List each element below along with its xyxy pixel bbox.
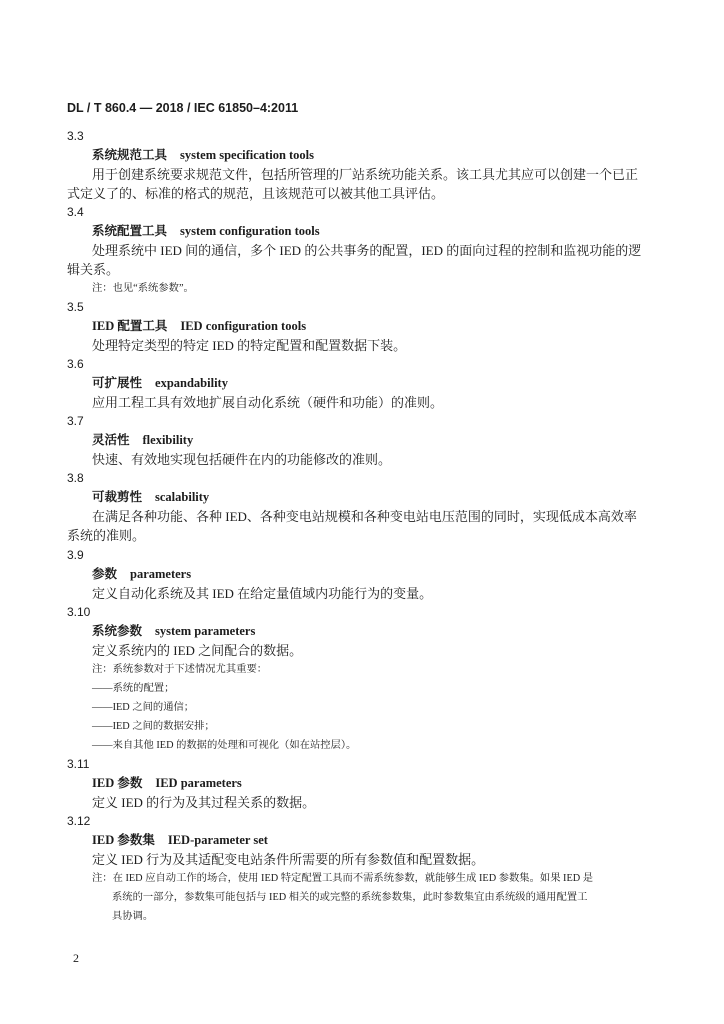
term-english: system parameters xyxy=(155,623,256,638)
term-english: expandability xyxy=(155,376,228,391)
definition-line: 定义 IED 行为及其适配变电站条件所需要的所有参数值和配置数据。 xyxy=(92,852,485,868)
term-heading xyxy=(0,146,724,165)
term-english: flexibility xyxy=(142,433,194,448)
term-heading xyxy=(0,374,724,393)
term-entry xyxy=(0,355,724,412)
clause-number: 3.8 xyxy=(67,471,84,486)
term-english: IED-parameter set xyxy=(167,833,268,848)
term-heading xyxy=(0,565,724,584)
term-heading xyxy=(0,488,724,507)
standard-code-header: DL / T 860.4 — 2018 / IEC 61850–4:2011 xyxy=(67,101,299,115)
term-chinese: IED 参数 xyxy=(92,776,143,791)
definition-line: 用于创建系统要求规范文件，包括所管理的厂站系统功能关系。该工具尤其应可以创建一个已正 xyxy=(92,166,639,182)
term-heading xyxy=(0,222,724,241)
page-number: 2 xyxy=(73,951,79,965)
term-chinese: IED 参数集 xyxy=(92,833,155,848)
term-chinese: 灵活性 xyxy=(92,433,130,448)
terms-section xyxy=(0,127,724,927)
term-entry xyxy=(0,755,724,812)
term-entry xyxy=(0,603,724,755)
clause-number: 3.6 xyxy=(67,357,84,372)
term-chinese: 参数 xyxy=(92,566,118,581)
term-heading xyxy=(0,831,724,850)
definition-line: 辑关系。 xyxy=(67,261,120,277)
note-line: 注：系统参数对于下述情况尤其重要： xyxy=(92,663,268,675)
term-entry xyxy=(0,298,724,355)
term-english: parameters xyxy=(130,566,192,581)
clause-number: 3.3 xyxy=(67,128,84,143)
term-heading xyxy=(0,774,724,793)
note-line: 具协调。 xyxy=(112,911,154,923)
definition-line: 在满足各种功能、各种 IED、各种变电站规模和各种变电站电压范围的同时，实现低成本高效率 xyxy=(92,509,637,525)
term-chinese: 系统配置工具 xyxy=(92,223,168,238)
clause-number: 3.10 xyxy=(67,604,91,619)
term-english: system configuration tools xyxy=(180,223,320,238)
term-entry xyxy=(0,412,724,469)
term-heading xyxy=(0,431,724,450)
term-english: scalability xyxy=(155,490,210,505)
term-chinese: 系统参数 xyxy=(92,623,143,638)
term-chinese: 系统规范工具 xyxy=(92,147,168,162)
term-chinese: IED 配置工具 xyxy=(92,318,168,333)
term-english: IED parameters xyxy=(155,776,242,791)
note-list-item: ——IED 之间的通信； xyxy=(92,701,195,713)
clause-number: 3.4 xyxy=(67,204,84,219)
note-list-item: ——系统的配置； xyxy=(92,682,175,694)
definition-line: 式定义了的、标准的格式的规范，且该规范可以被其他工具评估。 xyxy=(67,185,445,201)
definition-line: 处理特定类型的特定 IED 的特定配置和配置数据下装。 xyxy=(92,338,407,354)
term-chinese: 可裁剪性 xyxy=(92,490,143,505)
term-entry xyxy=(0,469,724,545)
definition-line: 定义 IED 的行为及其过程关系的数据。 xyxy=(92,795,316,811)
note-list-item: ——IED 之间的数据安排； xyxy=(92,720,215,732)
clause-number: 3.12 xyxy=(67,814,91,829)
clause-number: 3.9 xyxy=(67,547,84,562)
definition-line: 系统的准则。 xyxy=(67,528,146,544)
definition-line: 快速、有效地实现包括硬件在内的功能修改的准则。 xyxy=(92,452,392,468)
clause-number: 3.5 xyxy=(67,299,84,314)
definition-line: 应用工程工具有效地扩展自动化系统（硬件和功能）的准则。 xyxy=(92,395,444,411)
definition-line: 定义系统内的 IED 之间配合的数据。 xyxy=(92,642,303,658)
term-heading xyxy=(0,622,724,641)
term-entry xyxy=(0,812,724,926)
term-entry xyxy=(0,546,724,603)
clause-number: 3.7 xyxy=(67,414,84,429)
note-list-item: ——来自其他 IED 的数据的处理和可视化（如在站控层）。 xyxy=(92,740,357,751)
clause-number: 3.11 xyxy=(67,757,90,772)
note-line: 注：在 IED 应自动工作的场合，使用 IED 特定配置工具而不需系统参数，就能够生成 IED 参数集。如果 IED 是 xyxy=(92,873,594,885)
note-line: 系统的一部分，参数集可能包括与 IED 相关的或完整的系统参数集，此时参数集宜由系统级的通用配置工 xyxy=(112,892,588,904)
note-line: 注：也见“系统参数”。 xyxy=(92,282,194,294)
term-entry xyxy=(0,203,724,298)
term-heading xyxy=(0,317,724,336)
term-chinese: 可扩展性 xyxy=(92,376,143,391)
term-english: system specification tools xyxy=(180,147,315,162)
definition-line: 处理系统中 IED 间的通信，多个 IED 的公共事务的配置，IED 的面向过程的控制和监视功能的逻 xyxy=(92,242,642,258)
definition-line: 定义自动化系统及其 IED 在给定量值域内功能行为的变量。 xyxy=(92,585,433,601)
term-english: IED configuration tools xyxy=(180,318,307,333)
term-entry xyxy=(0,127,724,203)
